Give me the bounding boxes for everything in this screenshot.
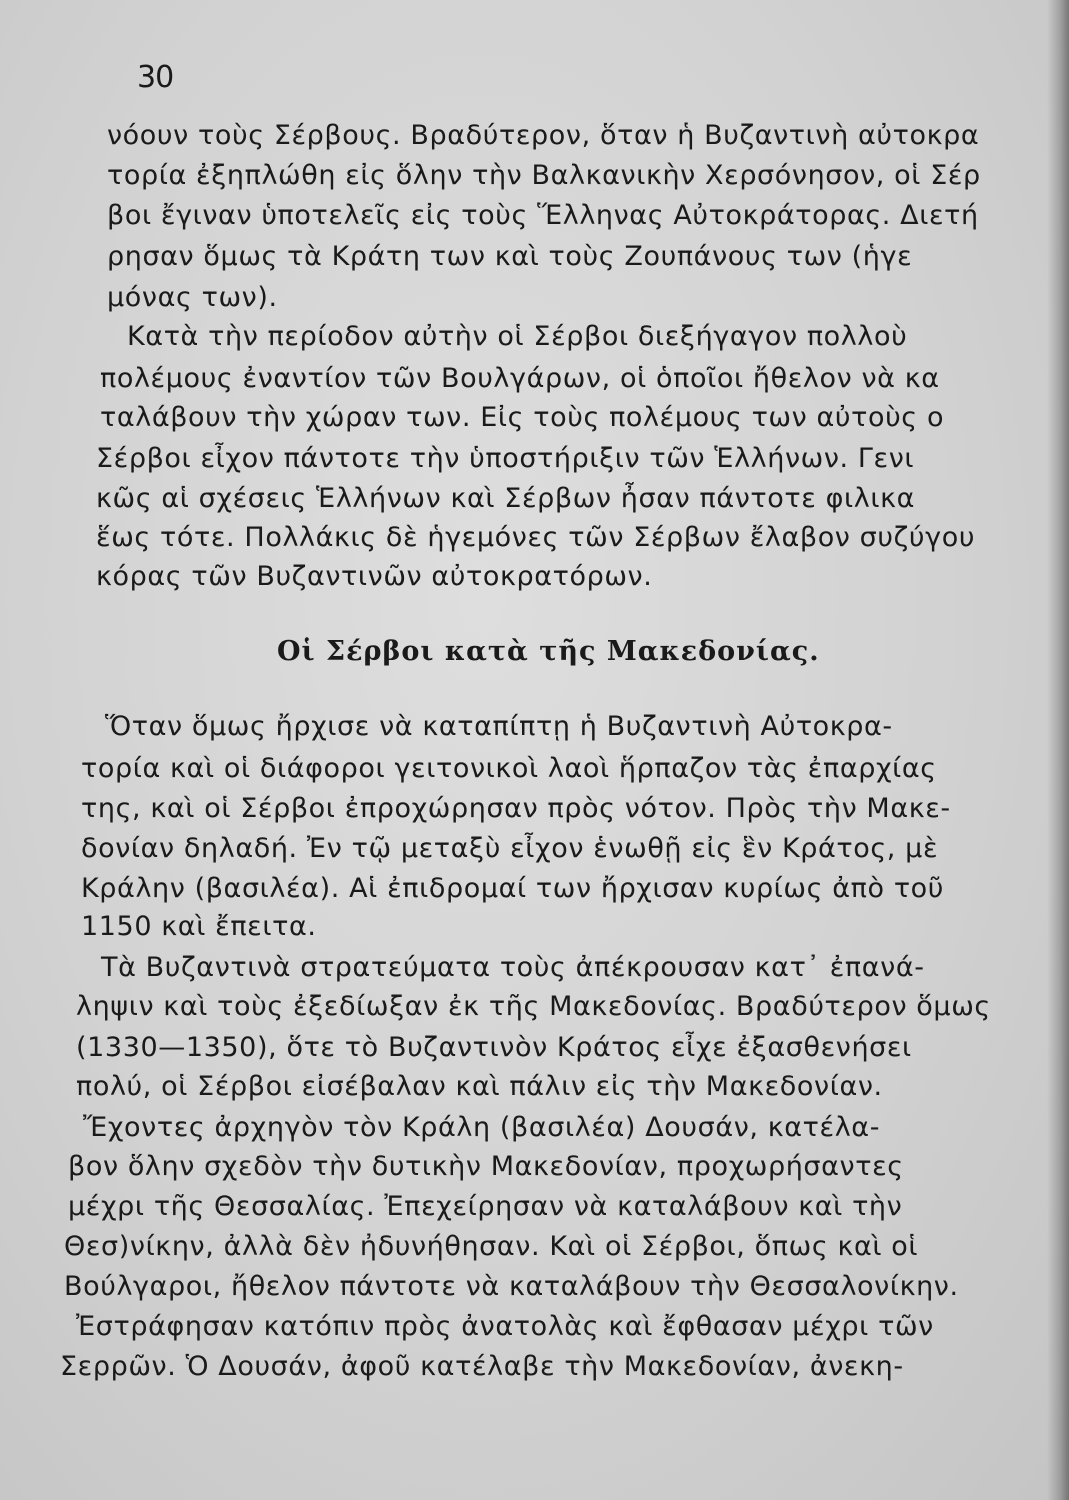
text-line: τορία ἐξηπλώθη εἰς ὅλην τὴν Βαλκανικὴν Χερσόνησον, οἱ Σέρ [107,160,981,191]
text-line: Βούλγαροι, ἤθελον πάντοτε νὰ καταλάβουν τὴν Θεσσαλονίκην. [64,1271,959,1302]
page-edge-shadow [1047,0,1069,1500]
text-line: 1150 καὶ ἔπειτα. [81,911,317,942]
text-line: βον ὅλην σχεδὸν τὴν δυτικὴν Μακεδονίαν, προχωρήσαντες [68,1151,904,1182]
text-line: Σερρῶν. Ὁ Δουσάν, ἀφοῦ κατέλαβε τὴν Μακεδονίαν, ἀνεκη- [60,1351,904,1382]
text-line: Τὰ Βυζαντινὰ στρατεύματα τοὺς ἀπέκρουσαν κατ᾽ ἐπανά- [101,952,925,983]
text-line: βοι ἔγιναν ὑποτελεῖς εἰς τοὺς Ἕλληνας Αὐτοκράτορας. Διετή [107,200,979,231]
section-heading: Οἱ Σέρβοι κατὰ τῆς Μακεδονίας. [277,636,820,667]
text-line: ἕως τότε. Πολλάκις δὲ ἡγεμόνες τῶν Σέρβων ἔλαβον συζύγου [96,522,976,553]
text-line: ληψιν καὶ τοὺς ἐξεδίωξαν ἐκ τῆς Μακεδονίας. Βραδύτερον ὅμως [76,991,991,1022]
text-line: κῶς αἱ σχέσεις Ἑλλήνων καὶ Σέρβων ἦσαν πάντοτε φιλικα [96,483,915,514]
text-line: νόουν τοὺς Σέρβους. Βραδύτερον, ὅταν ἡ Βυζαντινὴ αὐτοκρα [107,120,980,151]
page-number: 30 [137,60,174,95]
text-line: Σέρβοι εἶχον πάντοτε τὴν ὑποστήριξιν τῶν Ἑλλήνων. Γενι [96,443,915,474]
text-line: μόνας των). [107,282,278,313]
text-line: κόρας τῶν Βυζαντινῶν αὐτοκρατόρων. [96,561,653,592]
text-line: Ὅταν ὅμως ἤρχισε νὰ καταπίπτῃ ἡ Βυζαντινὴ Αὐτοκρα- [105,711,893,742]
text-line: πολέμους ἐναντίον τῶν Βουλγάρων, οἱ ὁποῖοι ἤθελον νὰ κα [100,363,940,394]
text-line: Κράλην (βασιλέα). Αἱ ἐπιδρομαί των ἤρχισαν κυρίως ἀπὸ τοῦ [81,873,945,904]
text-line: Κατὰ τὴν περίοδον αὐτὴν οἱ Σέρβοι διεξήγαγον πολλοὺ [127,321,908,352]
text-line: ρησαν ὅμως τὰ Κράτη των καὶ τοὺς Ζουπάνους των (ἡγε [107,241,913,272]
text-line: πολύ, οἱ Σέρβοι εἰσέβαλαν καὶ πάλιν εἰς τὴν Μακεδονίαν. [76,1071,883,1102]
text-line: ταλάβουν τὴν χώραν των. Εἰς τοὺς πολέμους των αὐτοὺς ο [100,402,945,433]
text-line: τορία καὶ οἱ διάφοροι γειτονικοὶ λαοὶ ἥρπαζον τὰς ἐπαρχίας [81,753,937,784]
text-line: Ἐστράφησαν κατόπιν πρὸς ἀνατολὰς καὶ ἔφθασαν μέχρι τῶν [76,1311,934,1342]
text-line: Ἔχοντες ἀρχηγὸν τὸν Κράλη (βασιλέα) Δουσάν, κατέλα- [83,1112,881,1143]
text-line: μέχρι τῆς Θεσσαλίας. Ἐπεχείρησαν νὰ καταλάβουν καὶ τὴν [68,1191,903,1222]
text-line: (1330—1350), ὅτε τὸ Βυζαντινὸν Κράτος εἶχε ἐξασθενήσει [76,1032,912,1063]
text-line: Θεσ)νίκην, ἀλλὰ δὲν ἠδυνήθησαν. Καὶ οἱ Σέρβοι, ὅπως καὶ οἱ [64,1231,919,1262]
text-line: της, καὶ οἱ Σέρβοι ἐπροχώρησαν πρὸς νότον. Πρὸς τὴν Μακε- [81,793,951,824]
text-line: δονίαν δηλαδή. Ἐν τῷ μεταξὺ εἶχον ἑνωθῇ εἰς ἓν Κράτος, μὲ [81,833,939,864]
